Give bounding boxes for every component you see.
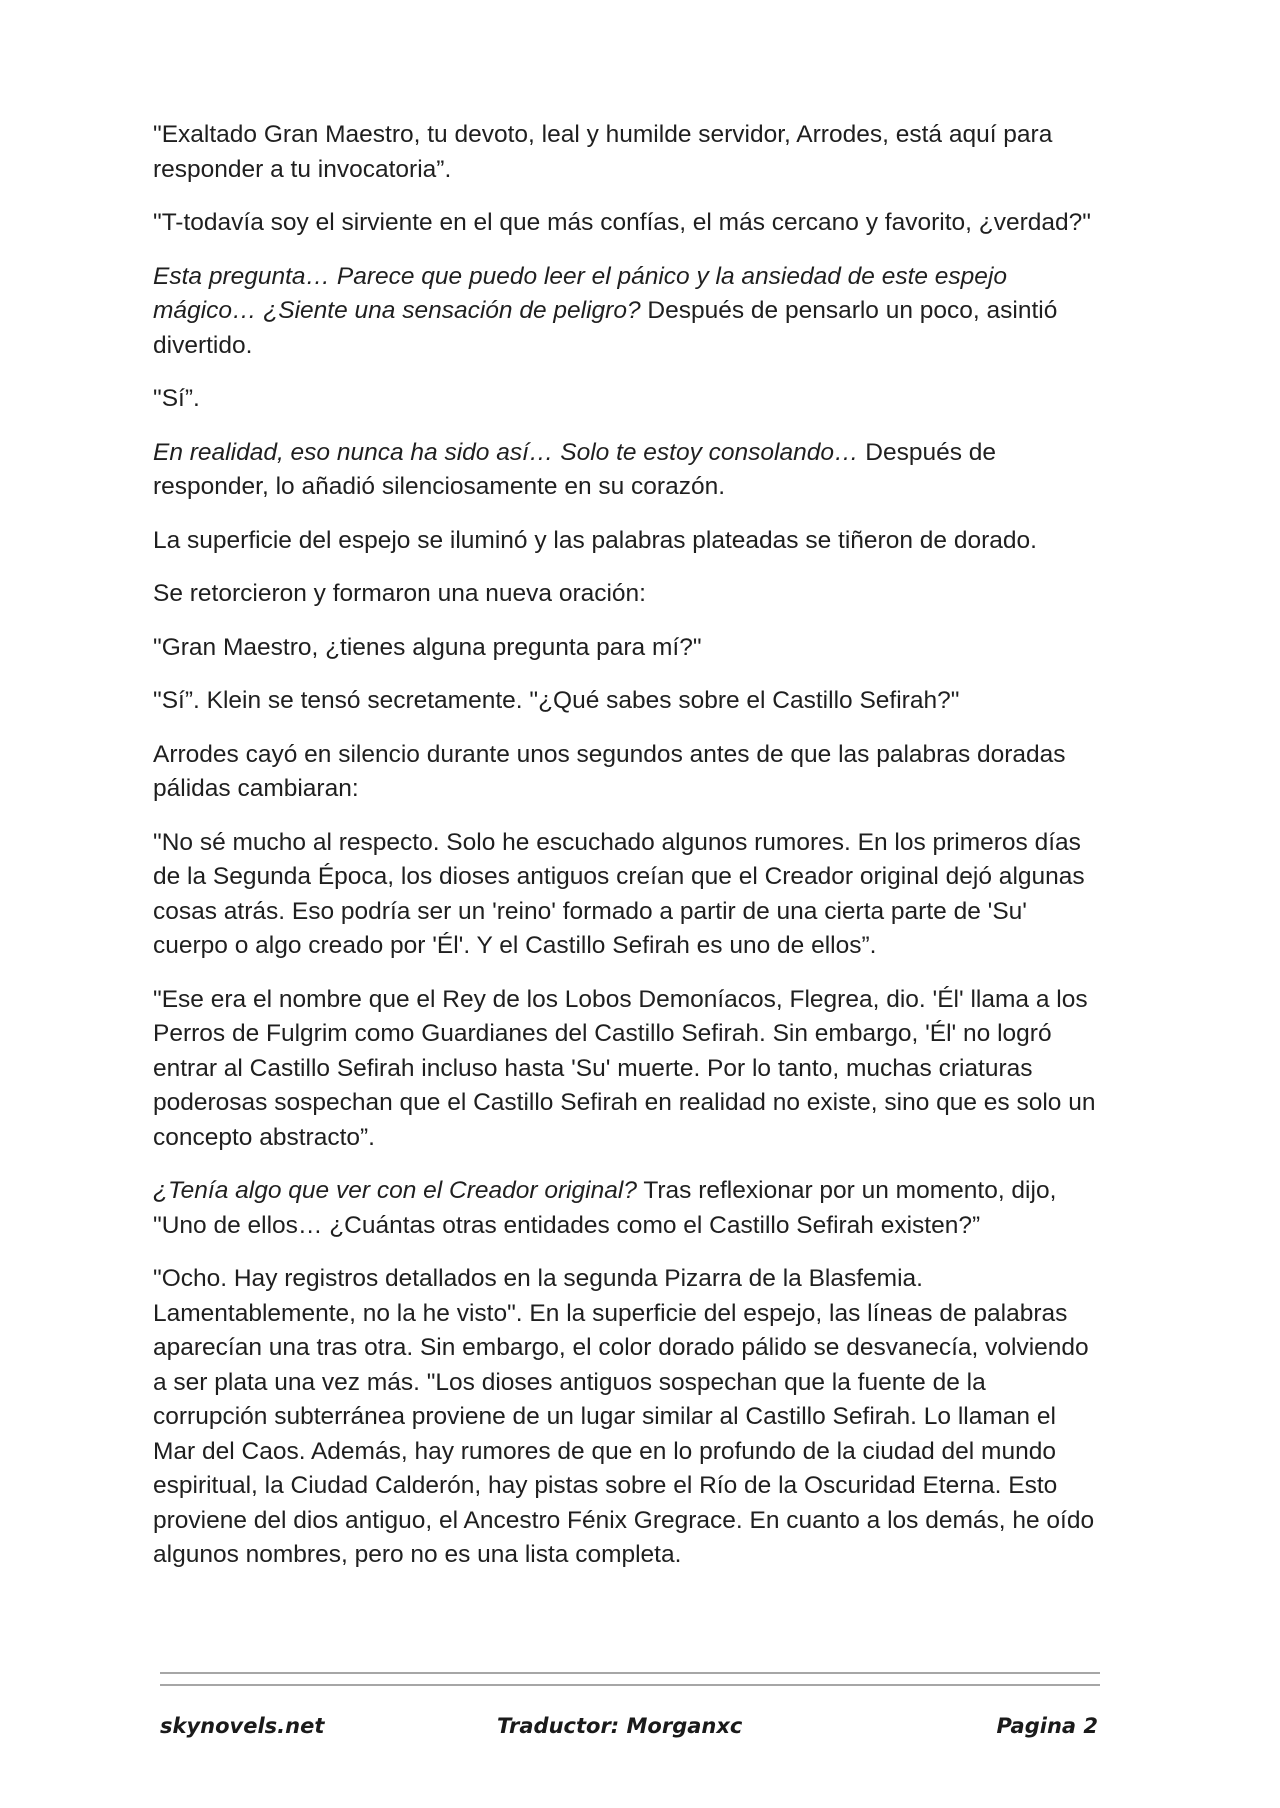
paragraph	[153, 738, 1103, 807]
footer-divider-top	[160, 1672, 1100, 1674]
text-run: "Gran Maestro, ¿tienes alguna pregunta para mí?"	[153, 633, 702, 661]
text-run: Tras reflexionar por un momento, dijo, "Uno de ellos… ¿Cuántas otras entidades como el Castillo Sefirah existen?”	[153, 1177, 1057, 1239]
paragraph	[153, 436, 1103, 505]
footer-page-number: Pagina 2	[996, 1714, 1098, 1738]
paragraph	[153, 826, 1103, 964]
document-body	[153, 118, 1103, 1592]
paragraph	[153, 206, 1103, 241]
paragraph	[153, 1174, 1103, 1243]
text-run: Arrodes cayó en silencio durante unos segundos antes de que las palabras doradas pálidas cambiaran:	[153, 740, 1066, 802]
text-run: Se retorcieron y formaron una nueva oración:	[153, 580, 646, 607]
text-run: Después de pensarlo un poco, asintió divertido.	[153, 297, 1058, 359]
page-footer	[160, 1714, 1100, 1748]
text-run: "Sí”. Klein se tensó secretamente. "¿Qué sabes sobre el Castillo Sefirah?"	[153, 687, 960, 714]
text-run: "No sé mucho al respecto. Solo he escuchado algunos rumores. En los primeros días de la Segunda Época, los dioses antiguos creían que el Creador original dejó algunas cosas atrás. Eso podría ser un 'reino' formado a partir de una cierta parte de 'Su' cuerpo o algo creado por 'Él'. Y el Castillo Sefirah es uno de ellos”.	[153, 828, 1085, 959]
text-run: "Exaltado Gran Maestro, tu devoto, leal y humilde servidor, Arrodes, está aquí para responder a tu invocatoria”.	[153, 121, 1053, 183]
text-run: "Ese era el nombre que el Rey de los Lobos Demoníacos, Flegrea, dio. 'Él' llama a los Perros de Fulgrim como Guardianes del Castillo Sefirah. Sin embargo, 'Él' no logró entrar al Castillo Sefirah incluso hasta 'Su' muerte. Por lo tanto, muchas criaturas poderosas sospechan que el Castillo Sefirah en realidad no existe, sino que es solo un concepto abstracto”.	[153, 985, 1096, 1151]
text-run: "T-todavía soy el sirviente en el que más confías, el más cercano y favorito, ¿verdad?"	[153, 209, 1091, 236]
text-run: "Ocho. Hay registros detallados en la segunda Pizarra de la Blasfemia. Lamentablemente, no la he visto". En la superficie del espejo, las líneas de palabras aparecían una tras otra. Sin embargo, el color dorado pálido se desvanecía, volviendo a ser plata una vez más. "Los dioses antiguos sospechan que la fuente de la corrupción subterránea proviene de un lugar similar al Castillo Sefirah. Lo llaman el Mar del Caos. Además, hay rumores de que en lo profundo de la ciudad del mundo espiritual, la Ciudad Calderón, hay pistas sobre el Río de la Oscuridad Eterna. Esto proviene del dios antiguo, el Ancestro Fénix Gregrace. En cuanto a los demás, he oído algunos nombres, pero no es una lista completa.	[153, 1265, 1095, 1568]
paragraph	[153, 577, 1103, 612]
italic-text-run: ¿Tenía algo que ver con el Creador original?	[153, 1177, 637, 1204]
text-run: "Sí”.	[153, 385, 200, 412]
paragraph	[153, 631, 1103, 666]
italic-text-run: En realidad, eso nunca ha sido así… Solo te estoy consolando…	[153, 438, 859, 466]
paragraph	[153, 1262, 1103, 1573]
text-run: Después de responder, lo añadió silenciosamente en su corazón.	[153, 438, 997, 500]
footer-translator: Traductor: Morganxc	[497, 1714, 743, 1738]
footer-divider-bottom	[160, 1684, 1100, 1686]
paragraph	[153, 382, 1103, 417]
italic-text-run: Esta pregunta… Parece que puedo leer el pánico y la ansiedad de este espejo mágico… ¿Siente una sensación de peligro?	[153, 262, 1008, 324]
paragraph	[153, 260, 1103, 364]
paragraph	[153, 118, 1103, 187]
footer-site: skynovels.net	[160, 1714, 325, 1738]
paragraph	[153, 684, 1103, 719]
paragraph	[153, 524, 1103, 559]
text-run: La superficie del espejo se iluminó y las palabras plateadas se tiñeron de dorado.	[153, 526, 1037, 554]
paragraph	[153, 983, 1103, 1156]
